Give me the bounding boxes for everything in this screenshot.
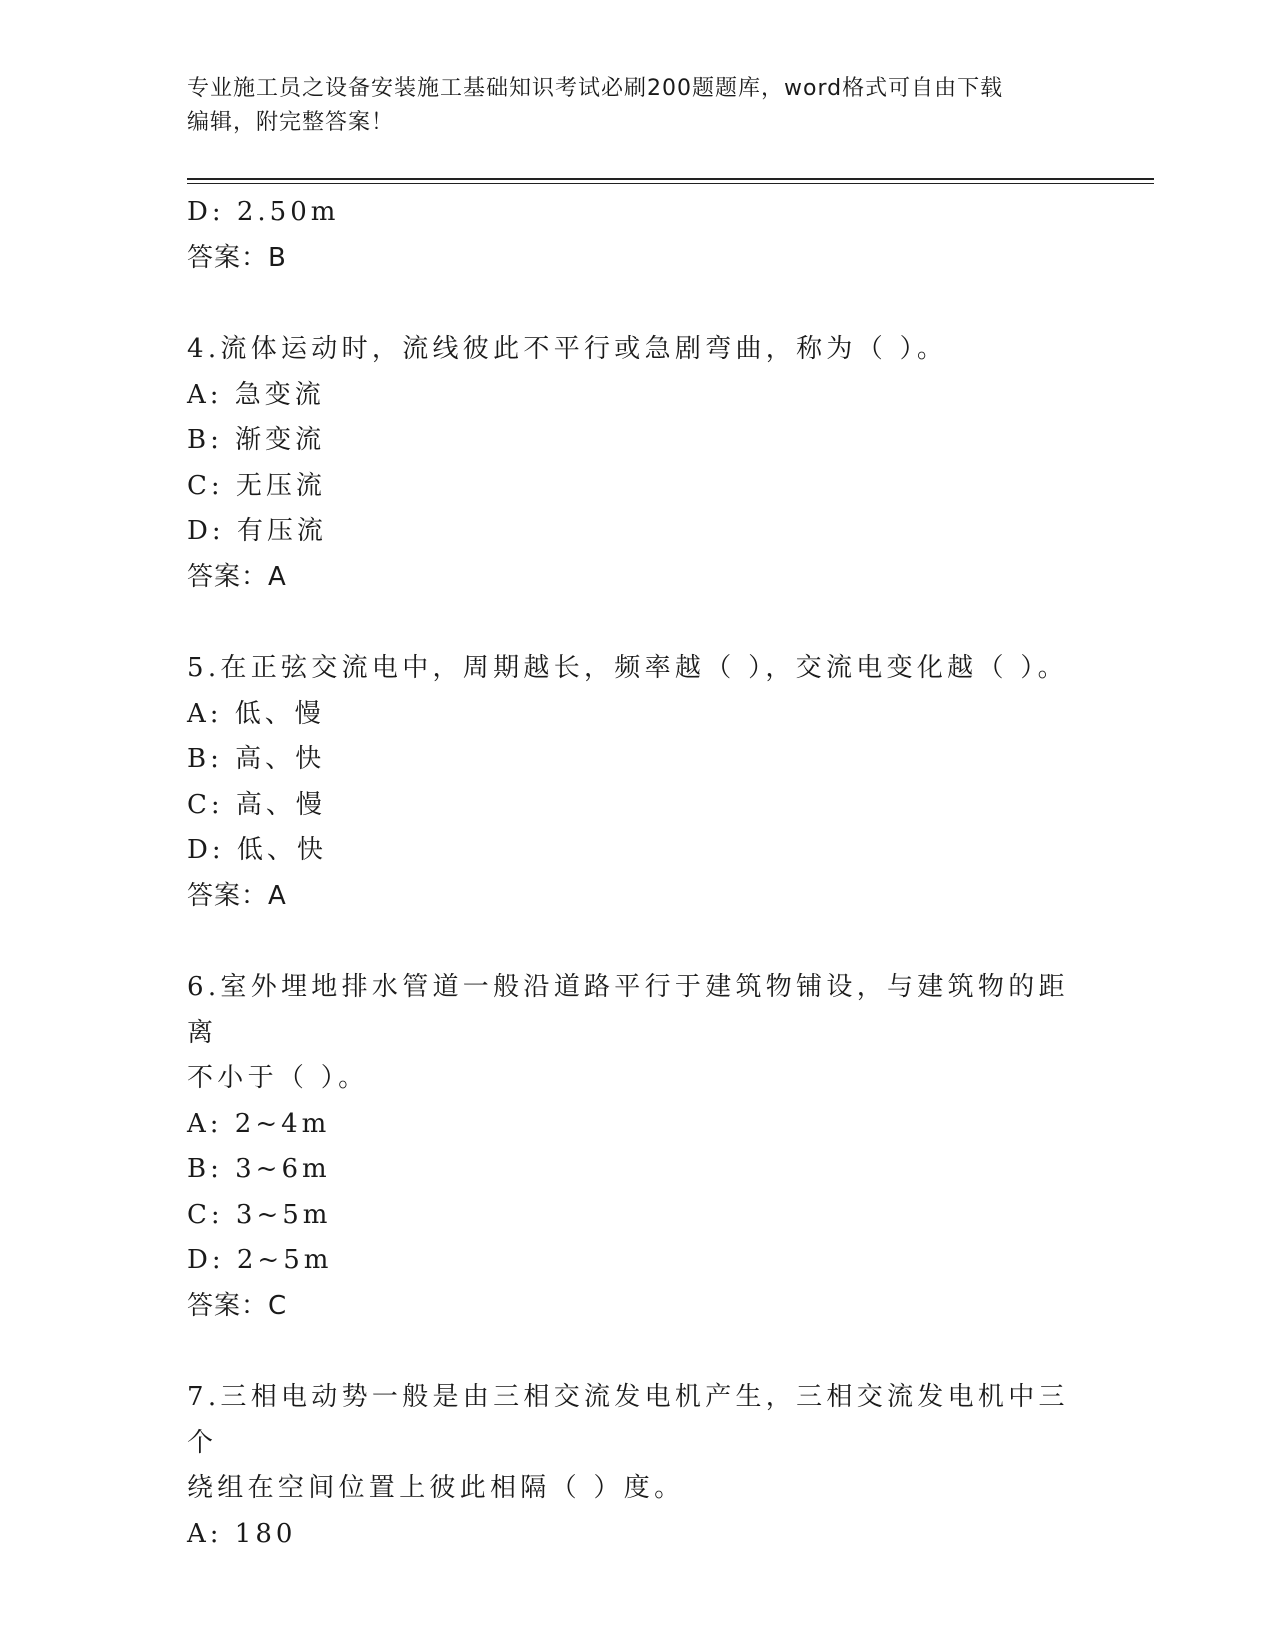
question-6	[187, 965, 1087, 1329]
question-stem: 4.流体运动时，流线彼此不平行或急剧弯曲，称为（ ）。	[187, 334, 948, 364]
option-a: A: 180	[187, 1518, 297, 1549]
option-d: D: 2.50m	[187, 197, 340, 227]
question-4	[187, 327, 1087, 600]
spacer	[187, 600, 1087, 646]
question-stem-line-1: 7.三相电动势一般是由三相交流发电机产生，三相交流发电机中三个	[187, 1382, 1069, 1458]
question-stem-line-2: 绕组在空间位置上彼此相隔（ ）度。	[187, 1473, 685, 1503]
option-a: A: 低、慢	[187, 698, 325, 729]
option-b: B: 高、快	[187, 744, 326, 774]
option-d: D: 2~5m	[187, 1245, 333, 1275]
question-stem-line-2: 不小于（ ）。	[187, 1063, 369, 1093]
option-a: A: 2~4m	[187, 1108, 331, 1139]
option-b: B: 3~6m	[187, 1154, 331, 1184]
spacer	[187, 919, 1087, 965]
answer-line: 答案：A	[187, 561, 287, 592]
question-7	[187, 1375, 1087, 1557]
answer-line: 答案：B	[187, 242, 287, 273]
page-header	[187, 72, 1087, 140]
option-b: B: 渐变流	[187, 425, 326, 455]
question-5	[187, 646, 1087, 919]
question-stem-line-1: 6.室外埋地排水管道一般沿道路平行于建筑物铺设，与建筑物的距离	[187, 972, 1069, 1048]
option-a: A: 急变流	[187, 379, 325, 410]
spacer	[187, 1329, 1087, 1375]
option-d: D: 有压流	[187, 516, 327, 546]
question-list	[187, 190, 1087, 1557]
spacer	[187, 281, 1087, 327]
header-title-line-1: 专业施工员之设备安装施工基础知识考试必刷200题题库，word格式可自由下载	[187, 76, 1004, 101]
answer-line: 答案：C	[187, 1290, 288, 1321]
option-c: C: 3~5m	[187, 1199, 332, 1230]
header-title-line-2: 编辑，附完整答案！	[187, 110, 395, 135]
answer-line: 答案：A	[187, 880, 287, 911]
option-c: C: 高、慢	[187, 789, 326, 820]
header-divider	[187, 178, 1154, 184]
option-d: D: 低、快	[187, 835, 327, 865]
question-stem: 5.在正弦交流电中，周期越长，频率越（ ），交流电变化越（ ）。	[187, 653, 1068, 683]
option-c: C: 无压流	[187, 470, 326, 501]
